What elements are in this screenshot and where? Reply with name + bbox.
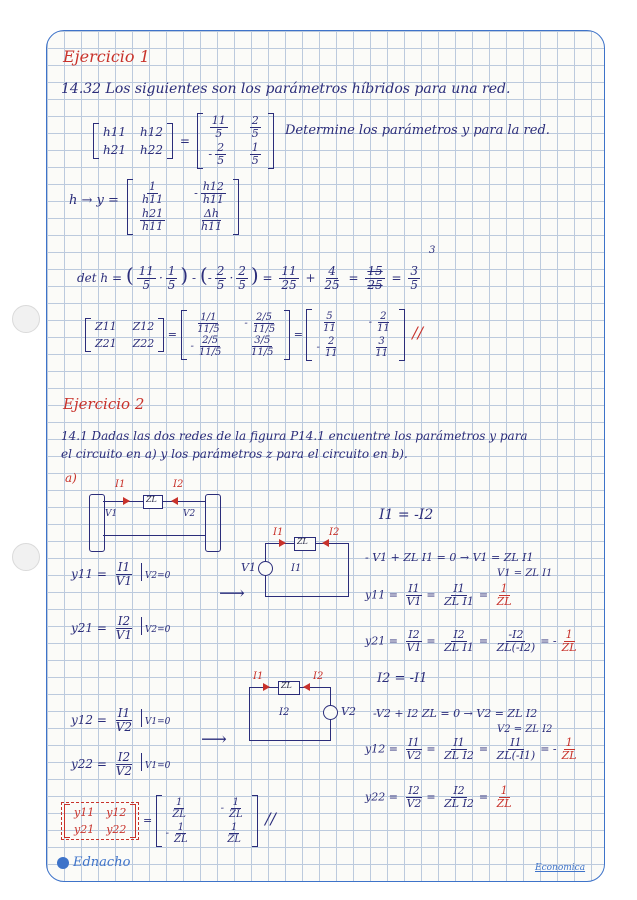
kvl-2b: V2 = ZL I2 (497, 724, 553, 735)
z-matrix-equation: Z11 Z12 Z21 Z22 = $\frac{1/1}{11/5}$ - $\frac{2/5}{11/5}$ - $\frac{2/5}{11/5}$ $\frac{3/5}{11/5}$ = $\frac{5}{11}$ - $\frac{2}{11}$ - $\frac{2}{11}$ $\frac{3}{11}$ // (85, 309, 423, 361)
footer-logo: Ednacho (57, 855, 130, 870)
grid-sheet: Ejercicio 1 14.32 Los siguientes son los parámetros híbridos para una red. h11 h12 h21 h22 = $\frac{11}{5}$ $\frac{2}{5}$ - $\frac{2}{5}$ $\frac{1}{5}$ Determine los parámetros y para la red. h → y = $\frac{1}{h11}$ - $\frac{h12}{h11}$ $\frac{h21}{h11}$ $\frac{\Delta h}{h11}$ det h = ( $\frac{11}{5}$ · $\frac{1}{5}$ ) - (- $\frac{2}{5}$ · $\frac{2}{5}$ ) = $\frac{11}{25}$ + $\frac{4}{25}$ = $\frac{15}{25}$ = $\frac{3}{5}$ 3 Z11 Z12 Z21 Z22 = $\frac{1/1}{11/5}$ - $\frac{2/5}{11/5}$ - $\frac{2/5}{11/5}$ $\frac{3/5}{11/5}$ = $\frac{5}{11}$ - $\frac{2}{11}$ - $\frac{2}{11}$ $\frac{3}{11}$ // Ejercicio 2 14.1 Dadas las dos redes de la figura P14.1 encuentre los parámetros y para el circuito en a) y los parámetros z para el circuito en b). a) ZL I1 I2 V1 V2 I1 = -I2 ZL I1 I2 V1 I1 ⟶ - V1 + ZL I1 = 0 → V1 = ZL I1 V1 = ZL I1 y11 = $\frac{I1}{V1}$ V2=0 y21 = $\frac{I2}{V1}$ V2=0 y11 = $\frac{I1}{V1}$ = $\frac{I1}{\text{ZL I1}}$ = $\frac{1}{ZL}$ y21 = $\frac{I2}{V1}$ = $\frac{I2}{\text{ZL I1}}$ = $\frac{-I2}{ZL(-I2)}$ = - $\frac{1}{ZL}$ I2 = -I1 ZL I1 I2 V2 I2 ⟶ -V2 + I2 ZL = 0 → V2 = ZL I2 V2 = ZL I2 y12 = $\frac{I1}{V2}$ V1=0 y22 = $\frac{I2}{V2}$ V1=0 y12 = $\frac{I1}{V2}$ = $\frac{I1}{\text{ZL I2}}$ = $\frac{I1}{ZL(-I1)}$ = - $\frac{1}{ZL}$ y22 = $\frac{I2}{V2}$ = $\frac{I2}{\text{ZL I2}}$ = $\frac{1}{ZL}$ y11 y12 y21 y22 = $\frac{1}{ZL}$ - $\frac{1}{ZL}$ - $\frac{1}{ZL}$ $\frac{1}{ZL}$ // Ednacho Economica (46, 30, 605, 882)
kvl-1: - V1 + ZL I1 = 0 → V1 = ZL I1 (365, 551, 534, 564)
y12-result: y12 = $\frac{I1}{V2}$ = $\frac{I1}{\text{ZL I2}}$ = $\frac{I1}{ZL(-I1)}$ = - $\frac{1}{ZL}$ (365, 736, 577, 763)
cancel-top: 3 (429, 245, 436, 256)
problem-14-32: 14.32 Los siguientes son los parámetros híbridos para una red. (61, 81, 511, 97)
h-to-y-label: h → y = (69, 193, 119, 208)
instruction-text: Determine los parámetros y para la red. (285, 123, 550, 138)
y-matrix-final: y11 y12 y21 y22 = $\frac{1}{ZL}$ - $\frac{1}{ZL}$ - $\frac{1}{ZL}$ $\frac{1}{ZL}$ // (61, 795, 276, 847)
problem-14-1-line1: 14.1 Dadas las dos redes de la figura P14.1 encuentre los parámetros y para (61, 429, 528, 443)
y22-result: y22 = $\frac{I2}{V2}$ = $\frac{I2}{\text{ZL I2}}$ = $\frac{1}{ZL}$ (365, 784, 512, 811)
exercise-1-title: Ejercicio 1 (63, 47, 150, 66)
kvl-2: -V2 + I2 ZL = 0 → V2 = ZL I2 (373, 707, 538, 720)
h11-value: $\frac{11}{5}$ (211, 114, 226, 141)
result-mark: // (412, 323, 423, 342)
binder-hole (12, 543, 40, 571)
h22-label: h22 (140, 143, 163, 158)
h11-label: h11 (103, 125, 126, 140)
y21-result: y21 = $\frac{I2}{V1}$ = $\frac{I2}{\text{ZL I1}}$ = $\frac{-I2}{ZL(-I2)}$ = - $\frac{1}{ZL}$ (365, 628, 577, 655)
logo-icon (57, 857, 69, 869)
arrow-icon: ⟶ (201, 729, 227, 750)
exercise-2-title: Ejercicio 2 (63, 395, 145, 413)
h22-value: $\frac{1}{5}$ (251, 141, 259, 168)
footer-brand: Economica (535, 863, 586, 873)
h21-label: h21 (103, 143, 126, 158)
eq-i1-neg-i2: I1 = -I2 (379, 507, 434, 523)
h12-label: h12 (140, 125, 163, 140)
h21-value: - $\frac{2}{5}$ (208, 141, 225, 168)
y12-definition: y12 = $\frac{I1}{V2}$ V1=0 (71, 706, 171, 735)
part-a-label: a) (65, 471, 77, 485)
h12-value: $\frac{2}{5}$ (251, 114, 259, 141)
h-to-y-matrix: $\frac{1}{h11}$ - $\frac{h12}{h11}$ $\frac{h21}{h11}$ $\frac{\Delta h}{h11}$ (127, 179, 239, 235)
y21-definition: y21 = $\frac{I2}{V1}$ V2=0 (71, 614, 171, 643)
kvl-1b: V1 = ZL I1 (497, 568, 553, 579)
h-matrix-equation: h11 h12 h21 h22 = $\frac{11}{5}$ $\frac{2}{5}$ - $\frac{2}{5}$ $\frac{1}{5}$ (93, 113, 274, 169)
y11-definition: y11 = $\frac{I1}{V1}$ V2=0 (71, 560, 171, 589)
y11-result: y11 = $\frac{I1}{V1}$ = $\frac{I1}{\text{ZL I1}}$ = $\frac{1}{ZL}$ (365, 582, 512, 609)
det-h-line: det h = ( $\frac{11}{5}$ · $\frac{1}{5}$ ) - (- $\frac{2}{5}$ · $\frac{2}{5}$ ) = $\frac{11}{25}$ + $\frac{4}{25}$ = $\frac{15}{25}$ = $\frac{3}{5}$ (77, 263, 418, 292)
result-mark: // (265, 809, 276, 828)
eq-i2-neg-i1: I2 = -I1 (377, 671, 428, 686)
binder-hole (12, 305, 40, 333)
problem-14-1-line2: el circuito en a) y los parámetros z para el circuito en b). (61, 447, 408, 461)
arrow-icon: ⟶ (219, 583, 245, 604)
y22-definition: y22 = $\frac{I2}{V2}$ V1=0 (71, 750, 171, 779)
